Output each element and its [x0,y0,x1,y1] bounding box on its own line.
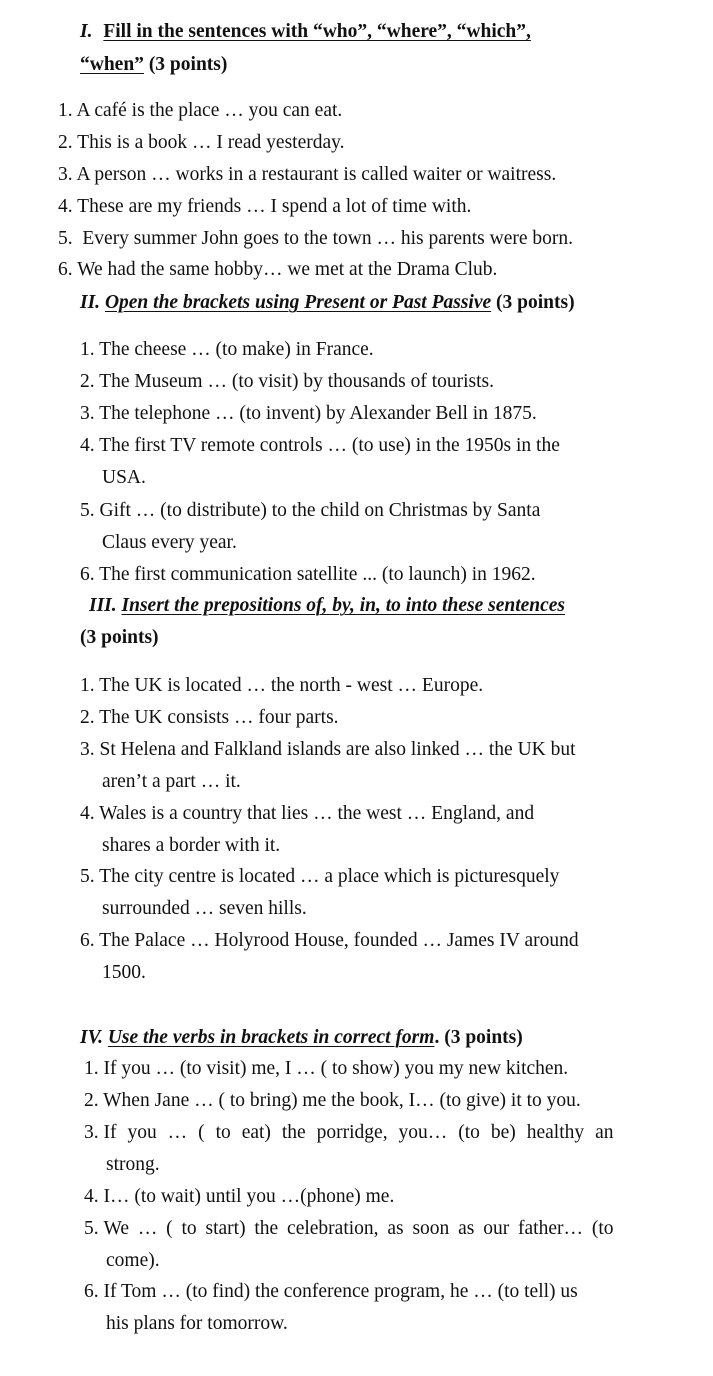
section2-points: (3 points) [496,292,575,313]
list-item-cont: shares a border with it. [102,835,281,856]
list-item-cont: USA. [102,467,146,488]
list-item: 3. If you … ( to eat) the porridge, you… (to be) healthy an [84,1122,614,1143]
list-item: 1. If you … (to visit) me, I … ( to show) you my new kitchen. [84,1058,569,1079]
list-item: 6. We had the same hobby… we met at the Drama Club. [58,259,498,280]
section3-points: (3 points) [80,627,159,648]
section3-numeral: III. [89,595,117,616]
list-item-cont: aren’t a part … it. [102,771,241,792]
section2-title-text: Open the brackets using Present or Past Passive [104,292,492,313]
section3-title [89,594,565,618]
list-item-cont: Claus every year. [102,532,237,553]
list-item: 6. The first communication satellite ... (to launch) in 1962. [80,564,536,585]
list-item: 6. If Tom … (to find) the conference program, he … (to tell) us [84,1281,578,1302]
list-item-cont: come). [106,1250,160,1271]
list-item: 3. The telephone … (to invent) by Alexander Bell in 1875. [80,403,537,424]
list-item: 5. Every summer John goes to the town … his parents were born. [58,228,574,249]
list-item: 4. The first TV remote controls … (to use) in the 1950s in the [80,435,560,456]
list-item: 5. Gift … (to distribute) to the child on Christmas by Santa [80,500,541,521]
section1-title-text2: “when” [80,54,144,75]
list-item: 1. The cheese … (to make) in France. [80,339,374,360]
list-item: 2. When Jane … ( to bring) me the book, I… (to give) it to you. [84,1090,581,1111]
section4-numeral: IV. [80,1027,103,1048]
list-item: 4. Wales is a country that lies … the west … England, and [80,803,535,824]
list-item-cont: his plans for tomorrow. [106,1313,288,1334]
section1-title-text: Fill in the sentences with “who”, “where”, “which”, [103,21,531,42]
section4-points: . (3 points) [434,1027,523,1048]
list-item: 3. St Helena and Falkland islands are also linked … the UK but [80,739,576,760]
section2-numeral: II. [80,292,101,313]
section1-points: (3 points) [148,54,228,75]
list-item: 1. The UK is located … the north - west … Europe. [80,675,484,696]
list-item: 3. A person … works in a restaurant is called waiter or waitress. [58,164,557,185]
list-item: 4. These are my friends … I spend a lot of time with. [58,196,472,217]
list-item-cont: 1500. [102,962,146,983]
section1-numeral: I. [80,21,93,42]
section1-title-line2 [80,53,227,77]
list-item: 2. This is a book … I read yesterday. [58,132,345,153]
list-item: 4. I… (to wait) until you …(phone) me. [84,1186,395,1207]
list-item-cont: surrounded … seven hills. [102,898,307,919]
list-item-cont: strong. [106,1154,160,1175]
section4-title [80,1026,523,1050]
section1-title [80,20,531,44]
list-item: 1. A café is the place … you can eat. [58,100,343,121]
list-item: 5. The city centre is located … a place which is picturesquely [80,866,560,887]
list-item: 5. We … ( to start) the celebration, as soon as our father… (to [84,1218,614,1239]
list-item: 2. The UK consists … four parts. [80,707,339,728]
section3-title-text: Insert the prepositions of, by, in, to into these sentences [121,595,566,616]
list-item: 2. The Museum … (to visit) by thousands of tourists. [80,371,495,392]
section2-title [80,291,575,315]
section4-title-text: Use the verbs in brackets in correct form [107,1027,435,1048]
list-item: 6. The Palace … Holyrood House, founded … James IV around [80,930,579,951]
